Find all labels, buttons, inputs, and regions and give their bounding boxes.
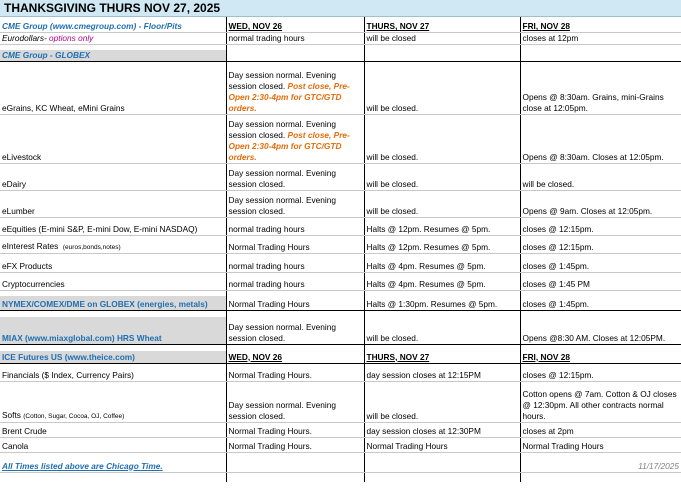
wed-cell: Normal Trading Hours xyxy=(226,296,364,310)
thu-cell: will be closed. xyxy=(364,163,520,190)
product-name: Cryptocurrencies xyxy=(0,272,226,290)
eurodollars-wed: normal trading hours xyxy=(226,33,364,45)
thu-cell: will be closed. xyxy=(364,190,520,217)
wed-cell xyxy=(226,61,364,114)
fri-cell: Normal Trading Hours xyxy=(520,437,681,452)
wed-cell: Day session normal. Evening session closed. xyxy=(226,190,364,217)
wed-cell: Normal Trading Hours. xyxy=(226,437,364,452)
table-row xyxy=(0,381,681,422)
product-name: eLivestock xyxy=(0,114,226,163)
miax-label: MIAX (www.miaxglobal.com) HRS Wheat xyxy=(0,317,226,344)
thu-cell: Normal Trading Hours xyxy=(364,437,520,452)
fri-cell: closes @ 12:15pm. xyxy=(520,235,681,253)
spacer-row xyxy=(0,310,681,317)
wed-note: Post close, Pre-Open 2:30-4pm for GTC/GTD orders. xyxy=(228,80,350,113)
spacer-row xyxy=(0,472,681,482)
wed-cell: Day session normal. Evening session closed. xyxy=(226,317,364,344)
wed-cell: normal trading hours xyxy=(226,272,364,290)
thu-cell: will be closed. xyxy=(364,381,520,422)
thu-cell: Halts @ 4pm. Resumes @ 5pm. xyxy=(364,253,520,272)
fri-cell: Opens @ 8:30am. Closes at 12:05pm. xyxy=(520,114,681,163)
nymex-row xyxy=(0,296,681,310)
product-name-cell xyxy=(0,381,226,422)
product-name: Financials ($ Index, Currency Pairs) xyxy=(0,363,226,381)
thu-cell: will be closed. xyxy=(364,317,520,344)
header-wed: WED, NOV 26 xyxy=(226,351,364,363)
thu-cell: Halts @ 1:30pm. Resumes @ 5pm. xyxy=(364,296,520,310)
eurodollars-cell xyxy=(0,33,226,45)
thu-cell: Halts @ 4pm. Resumes @ 5pm. xyxy=(364,272,520,290)
thu-cell: Halts @ 12pm. Resumes @ 5pm. xyxy=(364,235,520,253)
page-title: THANKSGIVING THURS NOV 27, 2025 xyxy=(0,0,681,17)
product-name: Canola xyxy=(0,437,226,452)
header-thu: THURS, NOV 27 xyxy=(364,351,520,363)
product-name: Brent Crude xyxy=(0,422,226,437)
cme-floor-label: CME Group (www.cmegroup.com) - Floor/Pits xyxy=(0,21,226,33)
spacer-row xyxy=(0,452,681,460)
table-row xyxy=(0,61,681,114)
wed-cell: Normal Trading Hours. xyxy=(226,363,364,381)
eurodollars-thu: will be closed xyxy=(364,33,520,45)
table-row xyxy=(0,422,681,437)
table-row xyxy=(0,272,681,290)
fri-cell: Cotton opens @ 7am. Cotton & OJ closes @ 12:30pm. All other contracts normal hours. xyxy=(520,381,681,422)
eurodollars-label: Eurodollars- xyxy=(2,33,47,43)
header-fri: FRI, NOV 28 xyxy=(520,351,681,363)
fri-cell: Opens @ 9am. Closes at 12:05pm. xyxy=(520,190,681,217)
ice-section-label: ICE Futures US (www.theice.com) xyxy=(0,351,226,363)
fri-cell: closes @ 12:15pm. xyxy=(520,363,681,381)
fri-cell: will be closed. xyxy=(520,163,681,190)
table-row xyxy=(0,217,681,235)
spacer-row xyxy=(0,344,681,351)
product-name: eDairy xyxy=(0,163,226,190)
thu-cell: day session closes at 12:30PM xyxy=(364,422,520,437)
fri-cell: closes @ 1:45pm. xyxy=(520,253,681,272)
product-note: (Cotton, Sugar, Cocoa, OJ, Coffee) xyxy=(23,412,125,420)
table-row xyxy=(0,114,681,163)
product-name: eFX Products xyxy=(0,253,226,272)
cme-floor-header-row xyxy=(0,21,681,33)
fri-cell: closes @ 12:15pm. xyxy=(520,217,681,235)
wed-cell: Normal Trading Hours xyxy=(226,235,364,253)
table-row xyxy=(0,33,681,45)
wed-cell: Day session normal. Evening session closed. xyxy=(226,163,364,190)
miax-row xyxy=(0,317,681,344)
product-name: eLumber xyxy=(0,190,226,217)
globex-section-label: CME Group - GLOBEX xyxy=(0,50,226,62)
product-note: (euros,bonds,notes) xyxy=(62,243,121,251)
ice-header-row xyxy=(0,351,681,363)
table-row xyxy=(0,235,681,253)
eurodollars-fri: closes at 12pm xyxy=(520,33,681,45)
product-name: eGrains, KC Wheat, eMini Grains xyxy=(0,61,226,114)
fri-cell: closes at 2pm xyxy=(520,422,681,437)
product-name: eEquities (E-mini S&P, E-mini Dow, E-mini NASDAQ) xyxy=(0,217,226,235)
wed-cell xyxy=(226,114,364,163)
fri-cell: Opens @8:30 AM. Closes at 12:05PM. xyxy=(520,317,681,344)
table-row xyxy=(0,190,681,217)
wed-note: Post close, Pre-Open 2:30-4pm for GTC/GTD orders. xyxy=(228,129,350,162)
revision-date: 11/17/2025 xyxy=(520,460,681,472)
header-wed: WED, NOV 26 xyxy=(226,21,364,33)
thu-cell: day session closes at 12:15PM xyxy=(364,363,520,381)
fri-cell: closes @ 1:45 PM xyxy=(520,272,681,290)
wed-cell: normal trading hours xyxy=(226,253,364,272)
thu-cell: Halts @ 12pm. Resumes @ 5pm. xyxy=(364,217,520,235)
table-row xyxy=(0,253,681,272)
table-row xyxy=(0,363,681,381)
thu-cell: will be closed. xyxy=(364,61,520,114)
table-row xyxy=(0,163,681,190)
eurodollars-note: options only xyxy=(49,33,94,43)
header-fri: FRI, NOV 28 xyxy=(520,21,681,33)
product-name: Softs xyxy=(2,409,21,420)
fri-cell: closes @ 1:45pm. xyxy=(520,296,681,310)
product-name: eInterest Rates xyxy=(2,240,59,251)
wed-cell: Day session normal. Evening session closed. xyxy=(226,381,364,422)
fri-cell: Opens @ 8:30am. Grains, mini-Grains close at 12:05pm. xyxy=(520,61,681,114)
table-row xyxy=(0,437,681,452)
timezone-note: All Times listed above are Chicago Time. xyxy=(0,460,226,472)
product-name-cell xyxy=(0,235,226,253)
thu-cell: will be closed. xyxy=(364,114,520,163)
footer-row xyxy=(0,460,681,472)
holiday-schedule-table xyxy=(0,17,681,482)
wed-cell: Normal Trading Hours. xyxy=(226,422,364,437)
wed-cell: normal trading hours xyxy=(226,217,364,235)
section-header-row xyxy=(0,50,681,62)
wed-text: Day session normal. Evening session closed. xyxy=(228,69,336,91)
header-thu: THURS, NOV 27 xyxy=(364,21,520,33)
wed-text: Day session normal. Evening session closed. xyxy=(228,118,336,140)
nymex-label: NYMEX/COMEX/DME on GLOBEX (energies, metals) xyxy=(0,296,226,310)
